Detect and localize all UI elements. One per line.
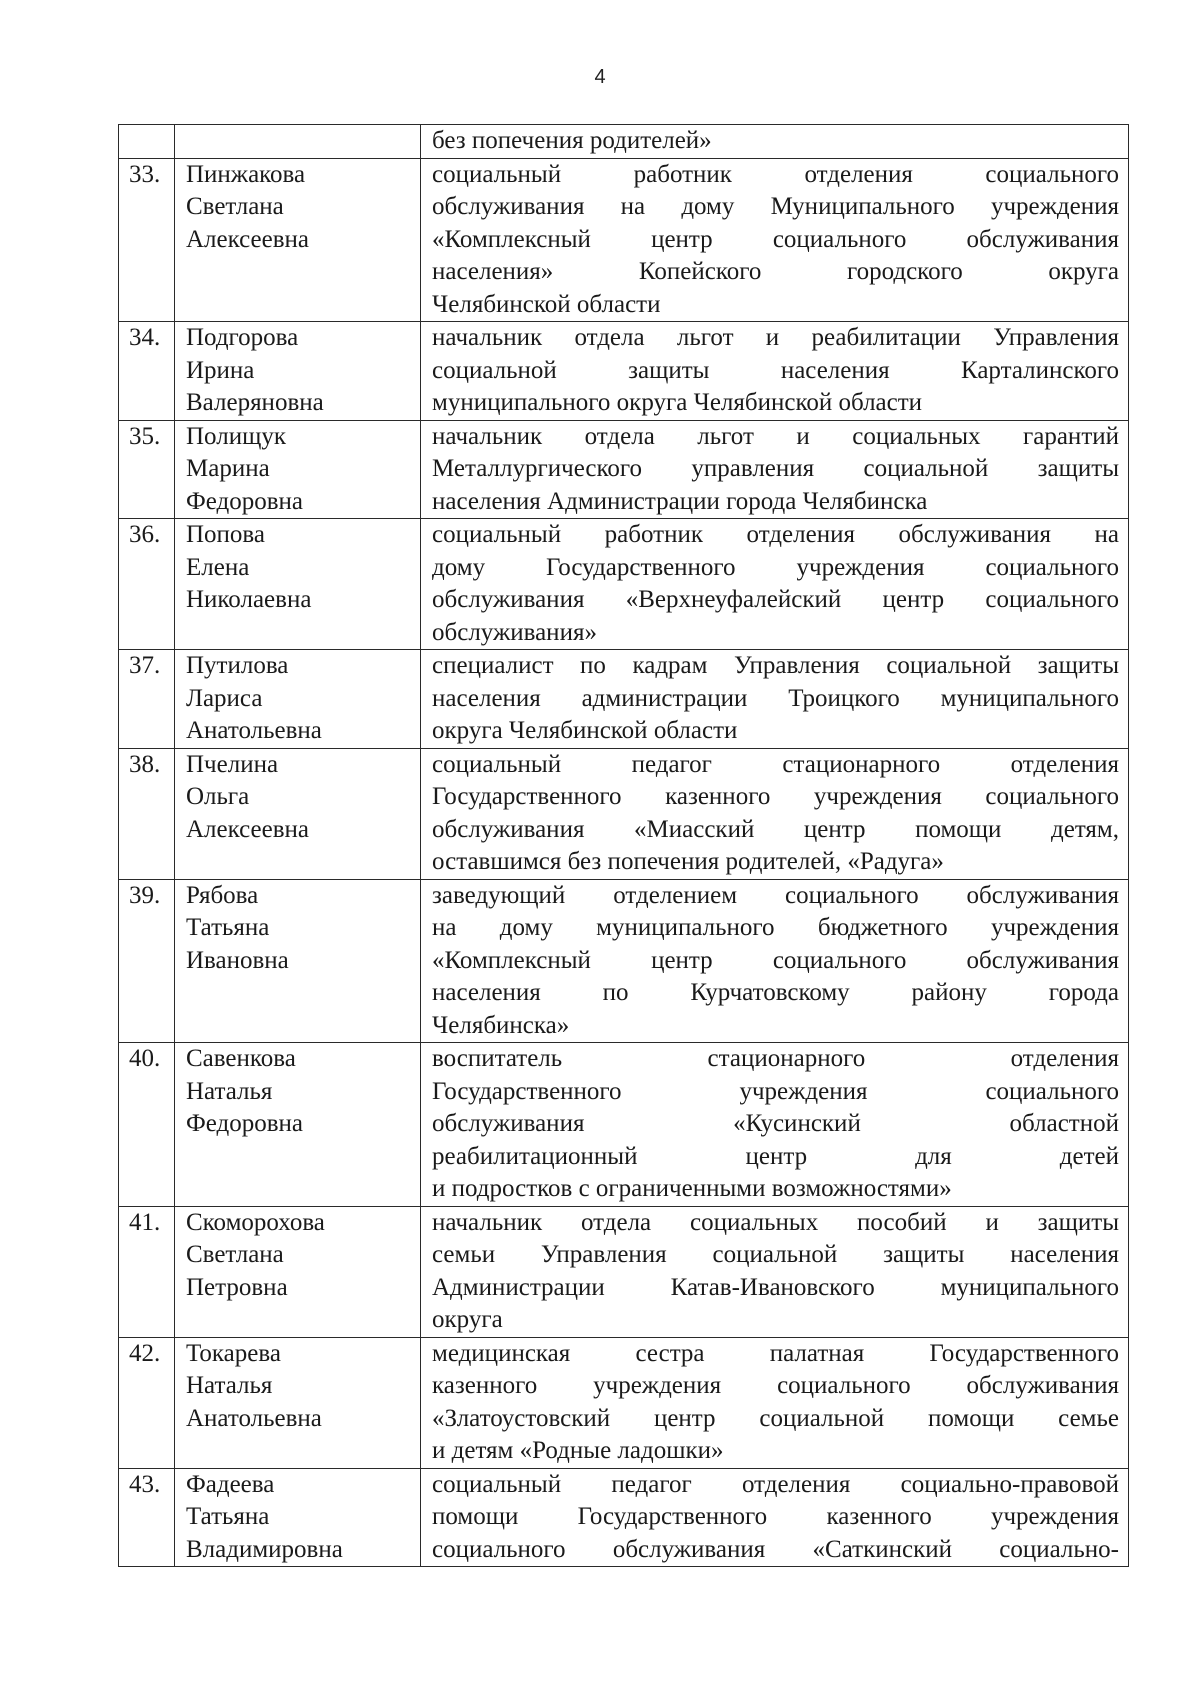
table-row — [119, 1468, 1129, 1567]
person-name-part: Ольга — [186, 783, 250, 810]
person-name-cell — [175, 519, 421, 650]
staff-table — [118, 124, 1129, 1567]
position-description-cell — [421, 158, 1129, 322]
position-description-line: воспитатель стационарного отделения — [432, 1045, 1119, 1072]
position-description-line: медицинская сестра палатная Государственного — [432, 1339, 1119, 1367]
person-name-part: Светлана — [186, 193, 284, 220]
position-description-cell — [421, 420, 1129, 519]
position-description-line: социальный педагог стационарного отделения — [432, 750, 1119, 778]
position-description-line: социальный работник отделения обслуживания на — [432, 521, 1119, 548]
row-number-cell: 39. — [119, 879, 175, 1043]
table-row — [119, 650, 1129, 749]
position-description-line: округа — [432, 1306, 503, 1333]
row-number-cell — [119, 125, 175, 159]
person-name-part: Елена — [186, 553, 250, 581]
person-name-part: Лариса — [186, 684, 263, 712]
person-name-part: Савенкова — [186, 1045, 296, 1072]
table-row — [119, 1043, 1129, 1207]
row-number-cell: 33. — [119, 158, 175, 322]
position-description-cell — [421, 519, 1129, 650]
person-name-part: Анатольевна — [186, 1404, 322, 1432]
staff-table-body — [119, 125, 1129, 1567]
person-name-part: Светлана — [186, 1241, 284, 1268]
person-name-part: Валеряновна — [186, 389, 324, 416]
position-description-cell — [421, 1468, 1129, 1567]
row-number-cell: 36. — [119, 519, 175, 650]
person-name-part: Скоморохова — [186, 1208, 325, 1236]
row-number-cell: 38. — [119, 748, 175, 879]
position-description-line: Металлургического управления социальной защиты — [432, 455, 1119, 482]
table-row — [119, 420, 1129, 519]
person-name-cell — [175, 322, 421, 421]
person-name-part: Полищук — [186, 422, 286, 450]
position-description-line: Государственного казенного учреждения социального — [432, 783, 1119, 810]
position-description-line: населения» Копейского городского округа — [432, 258, 1119, 285]
table-row — [119, 158, 1129, 322]
position-description-line: обслуживания «Миасский центр помощи детям, — [432, 815, 1119, 843]
position-description-line: на дому муниципального бюджетного учреждения — [432, 914, 1119, 941]
person-name-cell — [175, 420, 421, 519]
position-description-line: Челябинской области — [432, 290, 661, 318]
person-name-part: Алексеевна — [186, 225, 310, 253]
position-description-line: начальник отдела льгот и социальных гарантий — [432, 422, 1119, 450]
position-description-line: «Комплексный центр социального обслуживания — [432, 946, 1119, 974]
person-name-part: Ирина — [186, 356, 255, 384]
position-description-line: Государственного учреждения социального — [432, 1077, 1119, 1105]
position-description-line: семьи Управления социальной защиты населения — [432, 1241, 1119, 1268]
position-description-line: населения Администрации города Челябинска — [432, 487, 928, 515]
position-description-line: «Комплексный центр социального обслуживания — [432, 225, 1119, 253]
person-name-part: Алексеевна — [186, 815, 310, 843]
position-description-line: населения администрации Троицкого муниципального — [432, 684, 1119, 712]
person-name-part: Владимировна — [186, 1535, 343, 1563]
position-description-line: специалист по кадрам Управления социальной защиты — [432, 652, 1119, 679]
position-description-line: без попечения родителей» — [432, 127, 712, 154]
person-name-cell — [175, 1206, 421, 1337]
person-name-part: Татьяна — [186, 1503, 270, 1530]
position-description-cell — [421, 650, 1129, 749]
row-number-cell: 43. — [119, 1468, 175, 1567]
row-number-cell: 35. — [119, 420, 175, 519]
person-name-part: Попова — [186, 521, 266, 548]
position-description-line: обслуживания» — [432, 618, 597, 646]
position-description-line: Администрации Катав-Ивановского муниципального — [432, 1273, 1119, 1301]
person-name-part: Подгорова — [186, 324, 299, 351]
position-description-cell — [421, 1043, 1129, 1207]
position-description-line: реабилитационный центр для детей — [432, 1142, 1119, 1170]
position-description-cell — [421, 1206, 1129, 1337]
position-description-line: помощи Государственного казенного учреждения — [432, 1503, 1119, 1530]
person-name-part: Федоровна — [186, 487, 304, 515]
person-name-cell — [175, 1468, 421, 1567]
person-name-cell — [175, 650, 421, 749]
table-row — [119, 1206, 1129, 1337]
position-description-line: дому Государственного учреждения социального — [432, 553, 1119, 581]
person-name-part: Фадеева — [186, 1470, 275, 1498]
position-description-line: и детям «Родные ладошки» — [432, 1437, 724, 1464]
table-row-continuation — [119, 125, 1129, 159]
position-description-line: обслуживания «Кусинский областной — [432, 1110, 1119, 1137]
position-description-line: социальный работник отделения социального — [432, 160, 1119, 188]
position-description-line: начальник отдела социальных пособий и защиты — [432, 1208, 1119, 1236]
person-name-cell — [175, 125, 421, 159]
table-row — [119, 879, 1129, 1043]
person-name-part: Федоровна — [186, 1110, 304, 1137]
position-description-line: Челябинска» — [432, 1011, 570, 1039]
table-row — [119, 748, 1129, 879]
position-description-line: обслуживания «Верхнеуфалейский центр социального — [432, 586, 1119, 613]
person-name-part: Наталья — [186, 1372, 273, 1399]
person-name-part: Анатольевна — [186, 717, 322, 744]
row-number-cell: 41. — [119, 1206, 175, 1337]
position-description-line: начальник отдела льгот и реабилитации Управления — [432, 324, 1119, 351]
person-name-part: Петровна — [186, 1273, 288, 1301]
position-description-line: казенного учреждения социального обслуживания — [432, 1372, 1119, 1399]
person-name-part: Пинжакова — [186, 160, 306, 188]
position-description-line: населения по Курчатовскому району города — [432, 979, 1119, 1006]
position-description-line: округа Челябинской области — [432, 717, 738, 744]
position-description-line: социальный педагог отделения социально-правовой — [432, 1470, 1119, 1498]
position-description-line: социальной защиты населения Карталинского — [432, 356, 1119, 384]
position-description-line: обслуживания на дому Муниципального учреждения — [432, 193, 1119, 220]
row-number-cell: 40. — [119, 1043, 175, 1207]
table-row — [119, 1337, 1129, 1468]
position-description-cell — [421, 748, 1129, 879]
position-description-cell — [421, 322, 1129, 421]
position-description-line: социального обслуживания «Саткинский социально- — [432, 1535, 1119, 1563]
position-description-line: заведующий отделением социального обслуживания — [432, 881, 1119, 909]
row-number-cell: 37. — [119, 650, 175, 749]
person-name-part: Ивановна — [186, 946, 289, 974]
position-description-line: оставшимся без попечения родителей, «Радуга» — [432, 848, 944, 875]
person-name-part: Наталья — [186, 1077, 273, 1105]
position-description-cell — [421, 125, 1129, 159]
person-name-cell — [175, 748, 421, 879]
row-number-cell: 42. — [119, 1337, 175, 1468]
table-row — [119, 519, 1129, 650]
position-description-cell — [421, 1337, 1129, 1468]
person-name-part: Путилова — [186, 652, 289, 679]
position-description-line: и подростков с ограниченными возможностями» — [432, 1175, 952, 1202]
person-name-part: Татьяна — [186, 914, 270, 941]
person-name-part: Пчелина — [186, 750, 279, 778]
person-name-cell — [175, 1043, 421, 1207]
person-name-cell — [175, 879, 421, 1043]
person-name-cell — [175, 158, 421, 322]
person-name-part: Николаевна — [186, 586, 312, 613]
page-number: 4 — [594, 66, 606, 88]
person-name-part: Токарева — [186, 1339, 281, 1367]
position-description-line: «Златоустовский центр социальной помощи семье — [432, 1404, 1119, 1432]
person-name-part: Марина — [186, 455, 270, 482]
row-number-cell: 34. — [119, 322, 175, 421]
person-name-cell — [175, 1337, 421, 1468]
position-description-cell — [421, 879, 1129, 1043]
person-name-part: Рябова — [186, 881, 259, 909]
table-row — [119, 322, 1129, 421]
position-description-line: муниципального округа Челябинской области — [432, 389, 923, 416]
